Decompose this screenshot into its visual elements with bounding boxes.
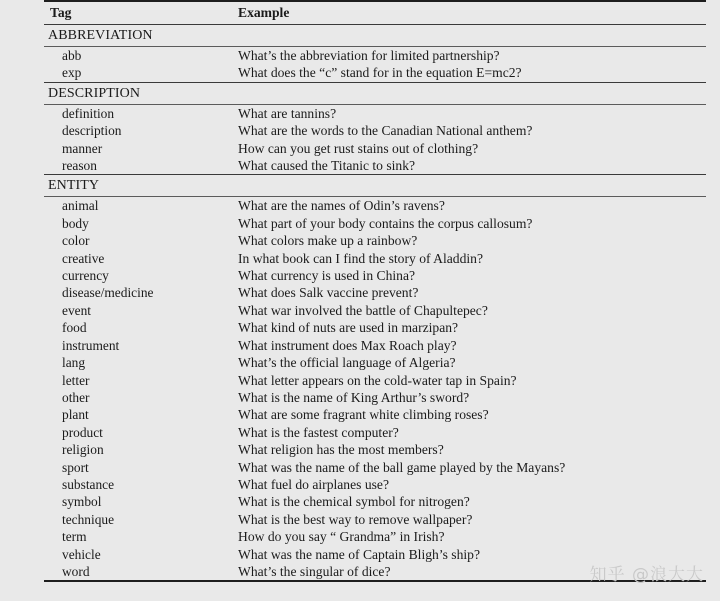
table-row	[44, 197, 706, 215]
table-row	[44, 104, 706, 122]
table-row	[44, 337, 706, 354]
group-label: DESCRIPTION	[44, 82, 706, 104]
cell-example: What kind of nuts are used in marzipan?	[238, 319, 706, 336]
cell-tag: vehicle	[44, 546, 238, 563]
table-row	[44, 302, 706, 319]
cell-example: What’s the singular of dice?	[238, 563, 706, 581]
table-row	[44, 563, 706, 581]
cell-tag: animal	[44, 197, 238, 215]
taxonomy-table-container	[44, 0, 706, 582]
cell-example: What’s the abbreviation for limited partnership?	[238, 47, 706, 65]
cell-tag: reason	[44, 157, 238, 175]
cell-tag: symbol	[44, 493, 238, 510]
table-row	[44, 476, 706, 493]
cell-tag: substance	[44, 476, 238, 493]
cell-example: What was the name of the ball game played by the Mayans?	[238, 459, 706, 476]
cell-tag: term	[44, 528, 238, 545]
cell-example: What instrument does Max Roach play?	[238, 337, 706, 354]
cell-example: What are tannins?	[238, 104, 706, 122]
table-row	[44, 267, 706, 284]
table-row	[44, 372, 706, 389]
cell-tag: word	[44, 563, 238, 581]
table-body	[44, 25, 706, 582]
table-row	[44, 250, 706, 267]
group-label: ABBREVIATION	[44, 25, 706, 47]
cell-example: What are the words to the Canadian National anthem?	[238, 122, 706, 139]
table-row	[44, 122, 706, 139]
table-row	[44, 157, 706, 175]
table-row	[44, 140, 706, 157]
table-header	[44, 1, 706, 25]
table-row	[44, 389, 706, 406]
table-row	[44, 47, 706, 65]
cell-tag: religion	[44, 441, 238, 458]
cell-example: What is the fastest computer?	[238, 424, 706, 441]
table-row	[44, 528, 706, 545]
cell-tag: abb	[44, 47, 238, 65]
cell-example: What’s the official language of Algeria?	[238, 354, 706, 371]
cell-example: What part of your body contains the corpus callosum?	[238, 215, 706, 232]
cell-tag: food	[44, 319, 238, 336]
cell-example: What does the “c” stand for in the equation E=mc2?	[238, 64, 706, 82]
cell-example: What fuel do airplanes use?	[238, 476, 706, 493]
table-row	[44, 424, 706, 441]
cell-tag: other	[44, 389, 238, 406]
cell-example: What does Salk vaccine prevent?	[238, 284, 706, 301]
cell-tag: instrument	[44, 337, 238, 354]
table-row	[44, 232, 706, 249]
cell-example: What are some fragrant white climbing roses?	[238, 406, 706, 423]
table-row	[44, 459, 706, 476]
watermark: 知乎 @浪大大	[589, 565, 704, 585]
cell-tag: definition	[44, 104, 238, 122]
group-label: ENTITY	[44, 175, 706, 197]
cell-tag: plant	[44, 406, 238, 423]
table-row	[44, 319, 706, 336]
table-row	[44, 546, 706, 563]
group-header-row	[44, 25, 706, 47]
table-header-row	[44, 1, 706, 25]
cell-example: How can you get rust stains out of clothing?	[238, 140, 706, 157]
question-type-taxonomy-table	[44, 0, 706, 582]
table-row	[44, 215, 706, 232]
cell-example: What currency is used in China?	[238, 267, 706, 284]
table-row	[44, 354, 706, 371]
table-row	[44, 406, 706, 423]
cell-example: In what book can I find the story of Aladdin?	[238, 250, 706, 267]
table-row	[44, 441, 706, 458]
cell-tag: body	[44, 215, 238, 232]
cell-tag: letter	[44, 372, 238, 389]
cell-tag: description	[44, 122, 238, 139]
cell-example: What letter appears on the cold-water tap in Spain?	[238, 372, 706, 389]
cell-example: What are the names of Odin’s ravens?	[238, 197, 706, 215]
group-header-row	[44, 175, 706, 197]
cell-example: What is the best way to remove wallpaper?	[238, 511, 706, 528]
column-header-tag: Tag	[44, 1, 238, 25]
cell-example: What colors make up a rainbow?	[238, 232, 706, 249]
cell-example: What was the name of Captain Bligh’s ship?	[238, 546, 706, 563]
cell-tag: product	[44, 424, 238, 441]
table-row	[44, 284, 706, 301]
cell-tag: color	[44, 232, 238, 249]
group-header-row	[44, 82, 706, 104]
cell-tag: event	[44, 302, 238, 319]
cell-tag: exp	[44, 64, 238, 82]
table-row	[44, 64, 706, 82]
cell-example: What war involved the battle of Chapultepec?	[238, 302, 706, 319]
cell-tag: currency	[44, 267, 238, 284]
cell-tag: disease/medicine	[44, 284, 238, 301]
table-row	[44, 493, 706, 510]
cell-example: What is the name of King Arthur’s sword?	[238, 389, 706, 406]
table-row	[44, 511, 706, 528]
cell-tag: creative	[44, 250, 238, 267]
cell-tag: sport	[44, 459, 238, 476]
cell-example: What religion has the most members?	[238, 441, 706, 458]
cell-example: What caused the Titanic to sink?	[238, 157, 706, 175]
cell-tag: technique	[44, 511, 238, 528]
cell-tag: lang	[44, 354, 238, 371]
cell-example: What is the chemical symbol for nitrogen?	[238, 493, 706, 510]
column-header-example: Example	[238, 1, 706, 25]
cell-example: How do you say “ Grandma” in Irish?	[238, 528, 706, 545]
cell-tag: manner	[44, 140, 238, 157]
